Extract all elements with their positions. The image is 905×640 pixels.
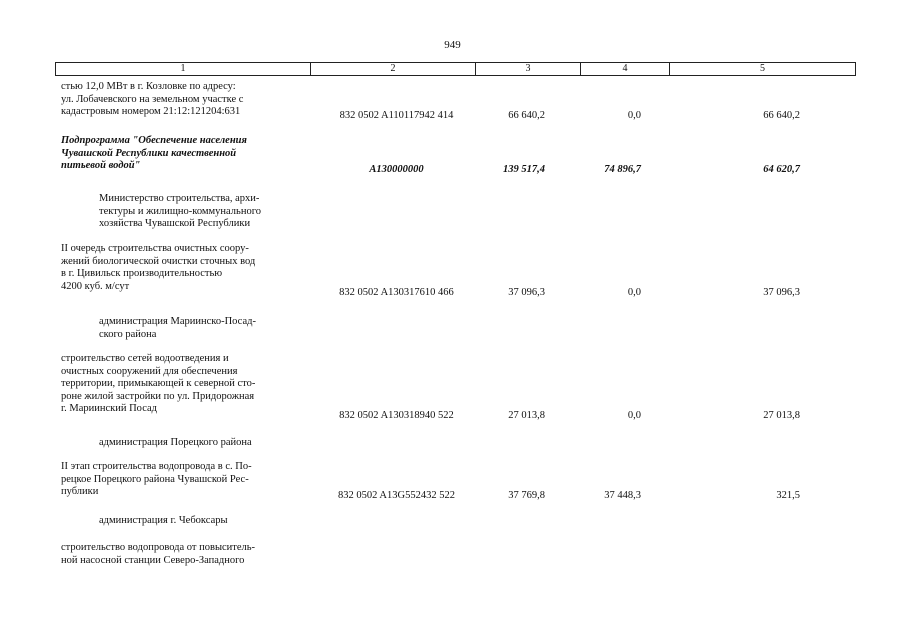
table-row xyxy=(61,515,304,528)
value-total: 37 096,3 xyxy=(508,287,545,298)
value-col5: 321,5 xyxy=(776,490,800,501)
row-description: II этап строительства водопровода в с. По- рецкое Порецкого района Чувашской Рес- публики xyxy=(61,461,252,497)
row-description: администрация Мариинско-Посад- ского района xyxy=(99,316,256,340)
table-row xyxy=(61,353,800,421)
table-row xyxy=(61,81,800,121)
row-description: Министерство строительства, архи- тектуры и жилищно-коммунального хозяйства Чувашской Республики xyxy=(99,193,261,229)
value-total: 139 517,4 xyxy=(503,164,545,175)
budget-code: A130000000 xyxy=(369,164,424,175)
table-row xyxy=(61,316,304,341)
budget-code: 832 0502 A13G552432 522 xyxy=(338,490,455,501)
table-row xyxy=(61,193,304,231)
value-col4: 0,0 xyxy=(627,287,641,298)
value-col4: 0,0 xyxy=(627,410,641,421)
column-header-4: 4 xyxy=(581,63,670,75)
value-total: 37 769,8 xyxy=(508,490,545,501)
value-col5: 64 620,7 xyxy=(763,164,800,175)
column-header-5: 5 xyxy=(760,63,765,74)
value-col5: 66 640,2 xyxy=(763,110,800,121)
row-description: строительство сетей водоотведения и очистных сооружений для обеспечения территории, примыкающей к северной сто- роне жилой застройки по ул. Придорожная г. Мариинский Посад xyxy=(61,353,256,414)
value-col5: 37 096,3 xyxy=(763,287,800,298)
column-header-1: 1 xyxy=(56,63,311,75)
budget-code: 832 0502 A130318940 522 xyxy=(339,410,454,421)
table-row xyxy=(61,437,304,450)
value-col4: 0,0 xyxy=(627,110,641,121)
row-description: Подпрограмма "Обеспечение населения Чувашской Республики качественной питьевой водой" xyxy=(61,135,247,171)
budget-code: 832 0502 A130317610 466 xyxy=(339,287,454,298)
table-row xyxy=(61,461,800,501)
row-description: строительство водопровода от повыситель- ной насосной станции Северо-Западного xyxy=(61,542,256,566)
page-number: 949 xyxy=(444,39,461,51)
row-description: администрация Порецкого района xyxy=(99,437,252,448)
value-col4: 37 448,3 xyxy=(604,490,641,501)
table-row xyxy=(61,243,800,298)
row-description: II очередь строительства очистных соору- жений биологической очистки сточных вод в г. Цивильск производительностью 4200 куб. м/сут xyxy=(61,243,256,292)
value-col4: 74 896,7 xyxy=(604,164,641,175)
column-header-3: 3 xyxy=(476,63,581,75)
value-col5: 27 013,8 xyxy=(763,410,800,421)
table-row xyxy=(61,542,304,567)
budget-code: 832 0502 A110117942 414 xyxy=(339,110,454,121)
row-description: стью 12,0 МВт в г. Козловке по адресу: ул. Лобачевского на земельном участке с кадастровым номером 21:12:121204:631 xyxy=(61,81,244,117)
value-total: 66 640,2 xyxy=(508,110,545,121)
value-total: 27 013,8 xyxy=(508,410,545,421)
row-description: администрация г. Чебоксары xyxy=(99,515,228,526)
column-header-2: 2 xyxy=(311,63,476,75)
table-header xyxy=(55,62,856,76)
table-row xyxy=(61,135,800,175)
